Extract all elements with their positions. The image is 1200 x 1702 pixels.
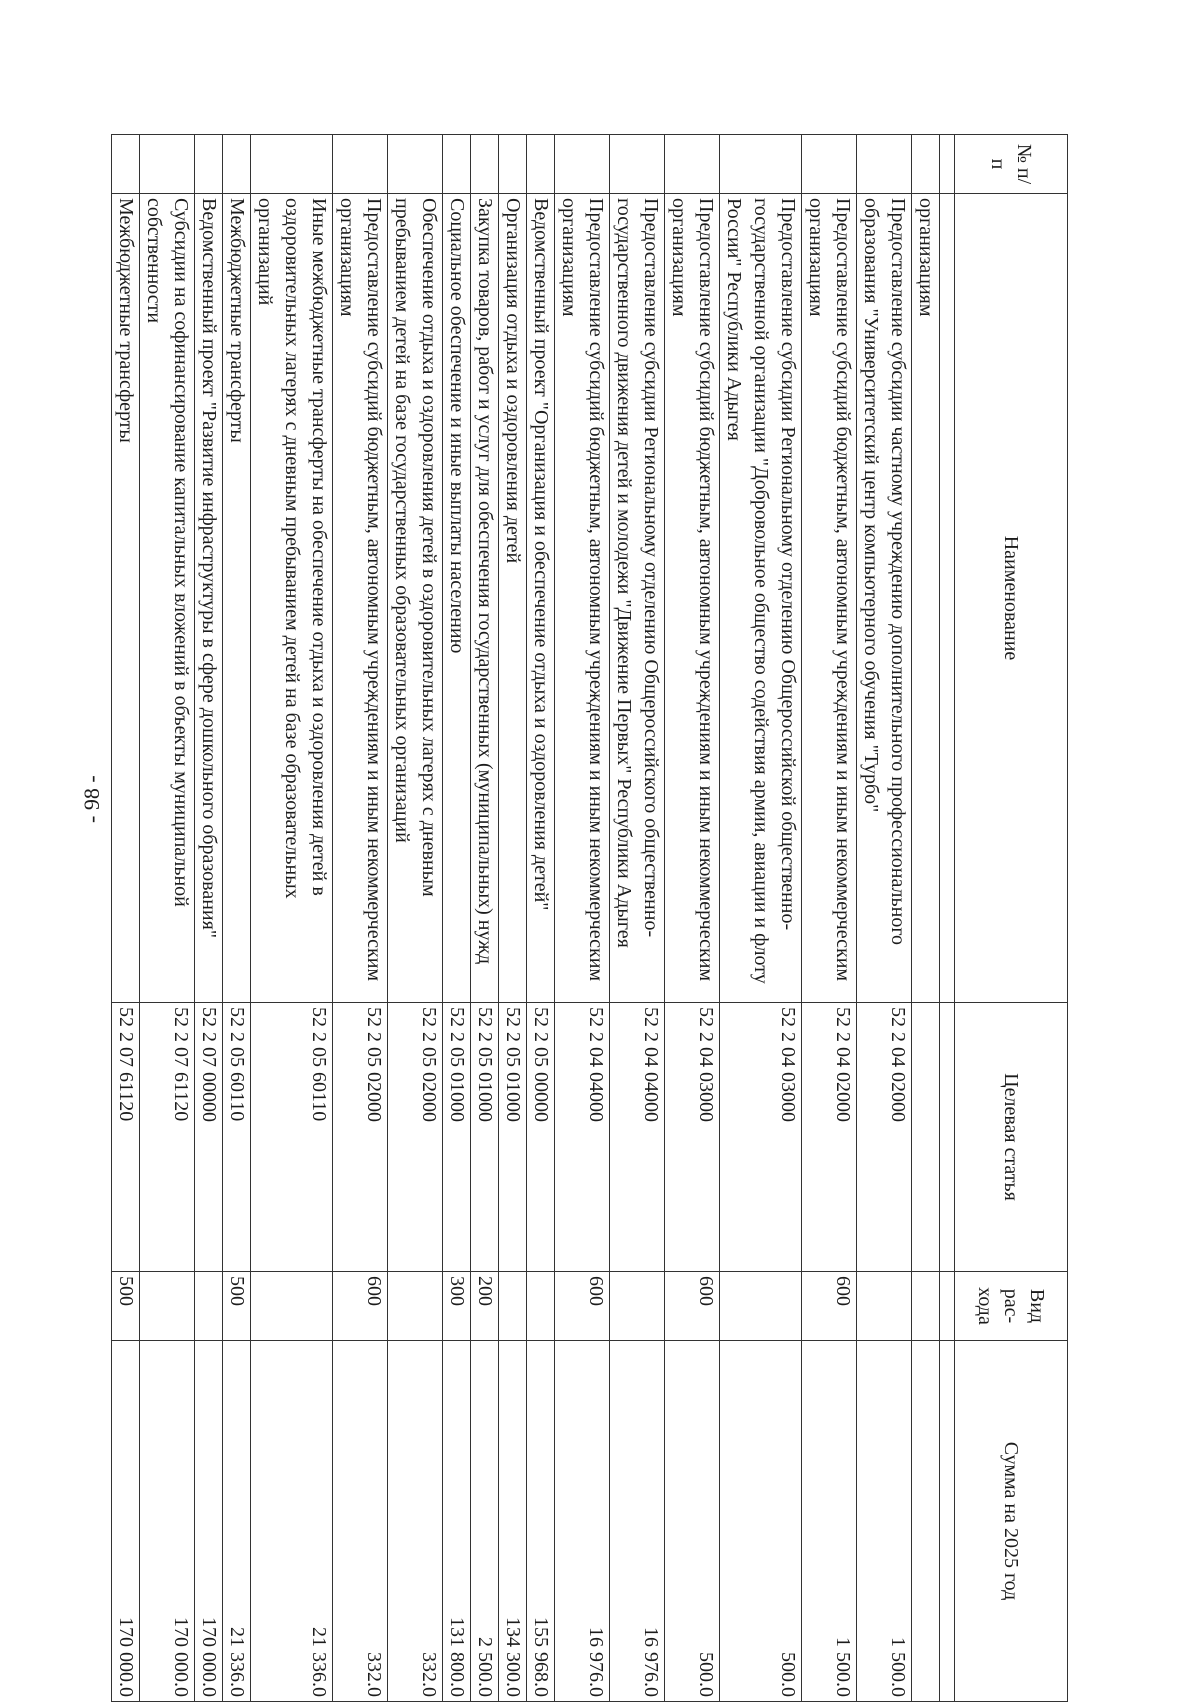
cell-num [140, 135, 195, 194]
header-name: Наименование [955, 194, 1068, 1003]
cell-name: Организация отдыха и оздоровления детей [499, 194, 527, 1003]
cell-num [857, 135, 912, 194]
table-row [251, 135, 333, 1702]
cell-target-article: 52 2 04 02000 [857, 1003, 912, 1272]
cell-name: Предоставление субсидий бюджетным, автономным учреждениям и иным некоммерческим организациям [802, 194, 857, 1003]
cell-expense-kind: 600 [802, 1272, 857, 1341]
header-target-article: Целевая статья [955, 1003, 1068, 1272]
cell-sum: 332.0 [333, 1341, 388, 1702]
cell-expense-kind [857, 1272, 912, 1341]
cell-expense-kind: 600 [333, 1272, 388, 1341]
header-num: № п/п [955, 135, 1068, 194]
cell-expense-kind [251, 1272, 333, 1341]
rotated-table-area [113, 134, 1068, 1697]
table-row [802, 135, 857, 1702]
cell-name: Ведомственный проект "Развитие инфраструктуры в сфере дошкольного образования" [195, 194, 223, 1003]
cell-target-article: 52 2 05 60110 [251, 1003, 333, 1272]
header-spacer-row [940, 135, 955, 1702]
cell-num [251, 135, 333, 194]
cell-expense-kind [610, 1272, 665, 1341]
cell-name: Иные межбюджетные трансферты на обеспечение отдыха и оздоровления детей в оздоровительных лагерях с дневным пребыванием детей на базе образовательных организаций [251, 194, 333, 1003]
cell-num [555, 135, 610, 194]
table-row [665, 135, 720, 1702]
table-row [527, 135, 555, 1702]
cell-target-article: 52 2 05 01000 [443, 1003, 471, 1272]
header-expense-kind: Вид рас-хода [955, 1272, 1068, 1341]
cell-sum: 170 000.0 [140, 1341, 195, 1702]
cell-expense-kind: 200 [471, 1272, 499, 1341]
cell-sum: 1 500.0 [857, 1341, 912, 1702]
cell-name: Предоставление субсидий бюджетным, автономным учреждениям и иным некоммерческим организациям [555, 194, 610, 1003]
spacer-cell [940, 194, 955, 1003]
table-row [857, 135, 912, 1702]
cell-num [665, 135, 720, 194]
cell-sum: 2 500.0 [471, 1341, 499, 1702]
cell-num [443, 135, 471, 194]
cell-sum: 500.0 [665, 1341, 720, 1702]
cell-expense-kind [720, 1272, 802, 1341]
cell-num [912, 135, 940, 194]
cell-sum: 170 000.0 [112, 1341, 140, 1702]
cell-name: Субсидии на софинансирование капитальных вложений в объекты муниципальной собственности [140, 194, 195, 1003]
cell-target-article: 52 2 04 03000 [665, 1003, 720, 1272]
cell-target-article: 52 2 04 02000 [802, 1003, 857, 1272]
spacer-cell [940, 1341, 955, 1702]
cell-num [112, 135, 140, 194]
cell-target-article [912, 1003, 940, 1272]
table-row [443, 135, 471, 1702]
cell-num [471, 135, 499, 194]
cell-target-article: 52 2 04 04000 [555, 1003, 610, 1272]
cell-sum: 332.0 [388, 1341, 443, 1702]
cell-num [333, 135, 388, 194]
cell-num [720, 135, 802, 194]
cell-name: Предоставление субсидий бюджетным, автономным учреждениям и иным некоммерческим организациям [333, 194, 388, 1003]
cell-target-article: 52 2 05 01000 [499, 1003, 527, 1272]
cell-sum: 155 968.0 [527, 1341, 555, 1702]
table-row [720, 135, 802, 1702]
cell-sum: 21 336.0 [251, 1341, 333, 1702]
cell-sum: 131 800.0 [443, 1341, 471, 1702]
cell-name: Ведомственный проект "Организация и обеспечение отдыха и оздоровления детей" [527, 194, 555, 1003]
cell-name: Предоставление субсидий бюджетным, автономным учреждениям и иным некоммерческим организациям [665, 194, 720, 1003]
cell-target-article: 52 2 07 61120 [112, 1003, 140, 1272]
cell-name: Предоставление субсидии Региональному отделению Общероссийского общественно-государственного движения детей и молодежи "Движение Первых" Республики Адыгея [610, 194, 665, 1003]
cell-name: Межбюджетные трансферты [223, 194, 251, 1003]
budget-table [111, 134, 1068, 1702]
cell-name: организациям [912, 194, 940, 1003]
cell-sum: 134 300.0 [499, 1341, 527, 1702]
cell-target-article: 52 2 07 61120 [140, 1003, 195, 1272]
cell-sum: 21 336.0 [223, 1341, 251, 1702]
cell-expense-kind: 500 [112, 1272, 140, 1341]
spacer-cell [940, 1003, 955, 1272]
cell-expense-kind [912, 1272, 940, 1341]
cell-name: Закупка товаров, работ и услуг для обеспечения государственных (муниципальных) нужд [471, 194, 499, 1003]
table-row [333, 135, 388, 1702]
cell-num [802, 135, 857, 194]
cell-expense-kind [140, 1272, 195, 1341]
table-row [499, 135, 527, 1702]
cell-expense-kind [388, 1272, 443, 1341]
cell-expense-kind [195, 1272, 223, 1341]
cell-num [610, 135, 665, 194]
cell-name: Социальное обеспечение и иные выплаты населению [443, 194, 471, 1003]
header-sum: Сумма на 2025 год [955, 1341, 1068, 1702]
table-row [912, 135, 940, 1702]
table-header-row [955, 135, 1068, 1702]
page-number: - 98 - [79, 775, 104, 823]
cell-name: Обеспечение отдыха и оздоровления детей в оздоровительных лагерях с дневным пребыванием детей на базе государственных образовательных организаций [388, 194, 443, 1003]
cell-expense-kind: 600 [665, 1272, 720, 1341]
spacer-cell [940, 1272, 955, 1341]
cell-num [223, 135, 251, 194]
cell-name: Предоставление субсидии частному учреждению дополнительного профессионального образования "Университетский центр компьютерного обучения "Турбо" [857, 194, 912, 1003]
table-body [112, 135, 940, 1702]
table-row [471, 135, 499, 1702]
cell-sum [912, 1341, 940, 1702]
cell-sum: 1 500.0 [802, 1341, 857, 1702]
cell-target-article: 52 2 04 03000 [720, 1003, 802, 1272]
cell-name: Межбюджетные трансферты [112, 194, 140, 1003]
spacer-cell [940, 135, 955, 194]
cell-expense-kind: 300 [443, 1272, 471, 1341]
cell-num [499, 135, 527, 194]
cell-target-article: 52 2 05 00000 [527, 1003, 555, 1272]
cell-num [195, 135, 223, 194]
cell-num [527, 135, 555, 194]
cell-num [388, 135, 443, 194]
cell-target-article: 52 2 05 02000 [333, 1003, 388, 1272]
cell-expense-kind [499, 1272, 527, 1341]
table-row [112, 135, 140, 1702]
cell-target-article: 52 2 07 00000 [195, 1003, 223, 1272]
table-row [140, 135, 195, 1702]
cell-expense-kind [527, 1272, 555, 1341]
table-row [388, 135, 443, 1702]
cell-sum: 500.0 [720, 1341, 802, 1702]
cell-expense-kind: 500 [223, 1272, 251, 1341]
cell-target-article: 52 2 04 04000 [610, 1003, 665, 1272]
cell-sum: 16 976.0 [610, 1341, 665, 1702]
table-row [555, 135, 610, 1702]
cell-name: Предоставление субсидии Региональному отделению Общероссийской общественно-государственной организации "Добровольное общество содействия армии, авиации и флоту России" Республики Адыгея [720, 194, 802, 1003]
table-row [195, 135, 223, 1702]
cell-target-article: 52 2 05 02000 [388, 1003, 443, 1272]
table-row [610, 135, 665, 1702]
cell-target-article: 52 2 05 01000 [471, 1003, 499, 1272]
cell-expense-kind: 600 [555, 1272, 610, 1341]
cell-sum: 170 000.0 [195, 1341, 223, 1702]
table-row [223, 135, 251, 1702]
cell-target-article: 52 2 05 60110 [223, 1003, 251, 1272]
cell-sum: 16 976.0 [555, 1341, 610, 1702]
